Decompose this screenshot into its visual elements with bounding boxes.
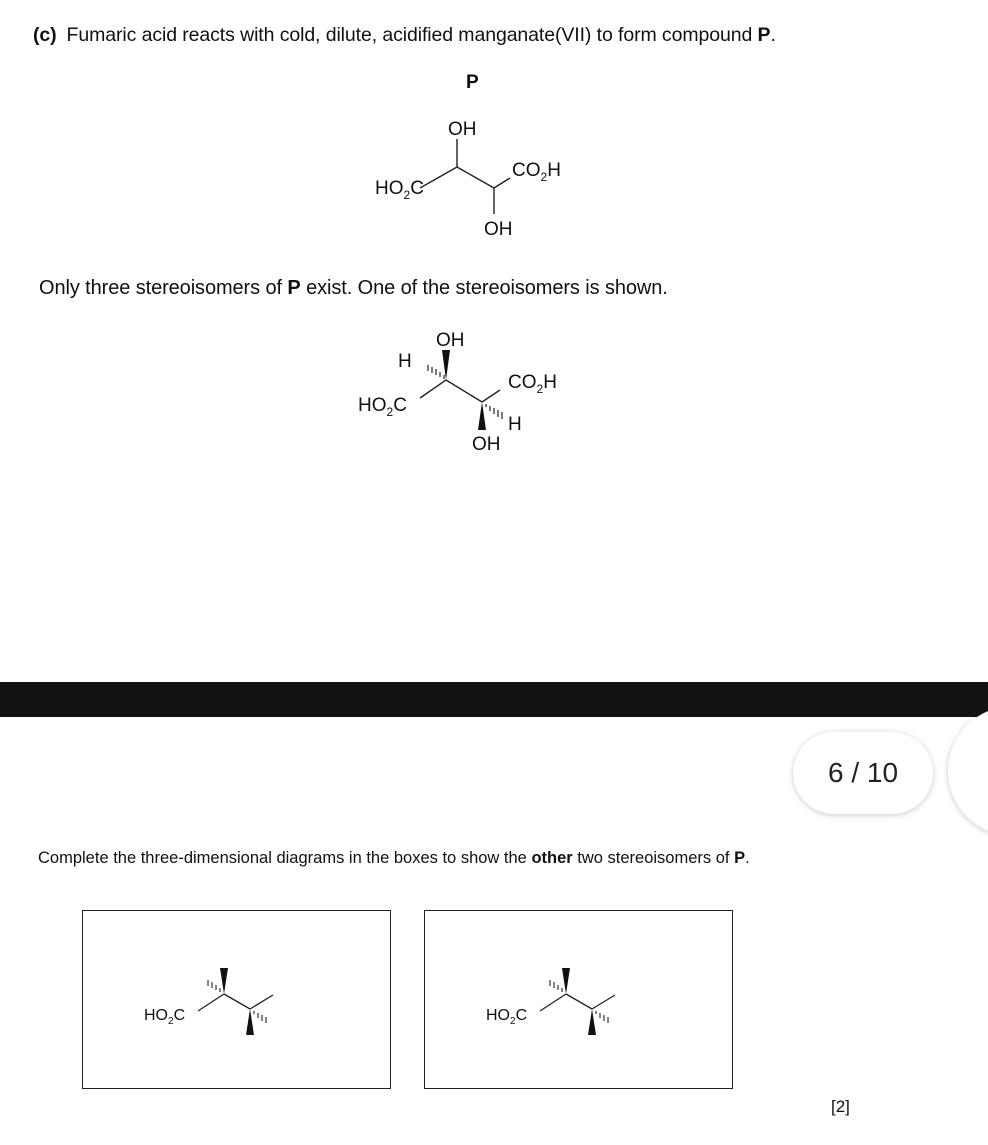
structure-p-label: P bbox=[466, 72, 479, 93]
question-text bbox=[33, 24, 776, 47]
question-intro-end: . bbox=[770, 24, 776, 46]
question-compound-letter: P bbox=[757, 24, 771, 46]
shown-upper-h: H bbox=[398, 351, 412, 372]
box2-left-group: $HO_2C$ bbox=[486, 1007, 528, 1027]
shown-lower-h: H bbox=[508, 414, 522, 435]
page-counter[interactable]: 6 / 10 bbox=[793, 732, 933, 814]
stereoisomer-statement bbox=[39, 277, 668, 300]
stereo-statement-compound: P bbox=[287, 277, 301, 299]
p-left-group: $HO_2C$ bbox=[375, 178, 424, 202]
shown-top-oh: OH bbox=[436, 330, 465, 351]
shown-bottom-oh: OH bbox=[472, 434, 501, 455]
answer-box-1[interactable] bbox=[82, 910, 391, 1089]
side-scroll-button[interactable] bbox=[948, 706, 988, 836]
page-divider-bar bbox=[0, 682, 988, 717]
stereo-statement-start: Only three stereoisomers of bbox=[39, 277, 288, 299]
answer-box-2[interactable] bbox=[424, 910, 733, 1089]
p-top-oh: OH bbox=[448, 119, 477, 140]
task-text-end: . bbox=[745, 849, 750, 867]
task-other-emphasis: other bbox=[531, 849, 573, 867]
p-right-group: $CO_2H$ bbox=[512, 160, 561, 184]
marks-label: [2] bbox=[831, 1097, 850, 1116]
box1-left-group: $HO_2C$ bbox=[144, 1007, 186, 1027]
p-bottom-oh: OH bbox=[484, 219, 513, 240]
question-intro-text: Fumaric acid reacts with cold, dilute, acidified manganate(VII) to form compound bbox=[66, 24, 758, 46]
task-text-middle: two stereoisomers of bbox=[572, 849, 735, 867]
task-compound-letter: P bbox=[734, 849, 746, 867]
answer-box-1-skeleton bbox=[138, 963, 338, 1043]
question-part-label: (c) bbox=[33, 24, 57, 46]
shown-right-group: $CO_2H$ bbox=[508, 372, 557, 396]
stereo-statement-end: exist. One of the stereoisomers is shown. bbox=[300, 277, 668, 299]
shown-left-group: $HO_2C$ bbox=[358, 395, 407, 419]
stereoisomer-diagram bbox=[350, 322, 610, 462]
structure-p-diagram bbox=[360, 110, 620, 250]
task-text-start: Complete the three-dimensional diagrams in the boxes to show the bbox=[38, 849, 532, 867]
task-instruction bbox=[38, 848, 878, 869]
answer-box-2-skeleton bbox=[480, 963, 680, 1043]
